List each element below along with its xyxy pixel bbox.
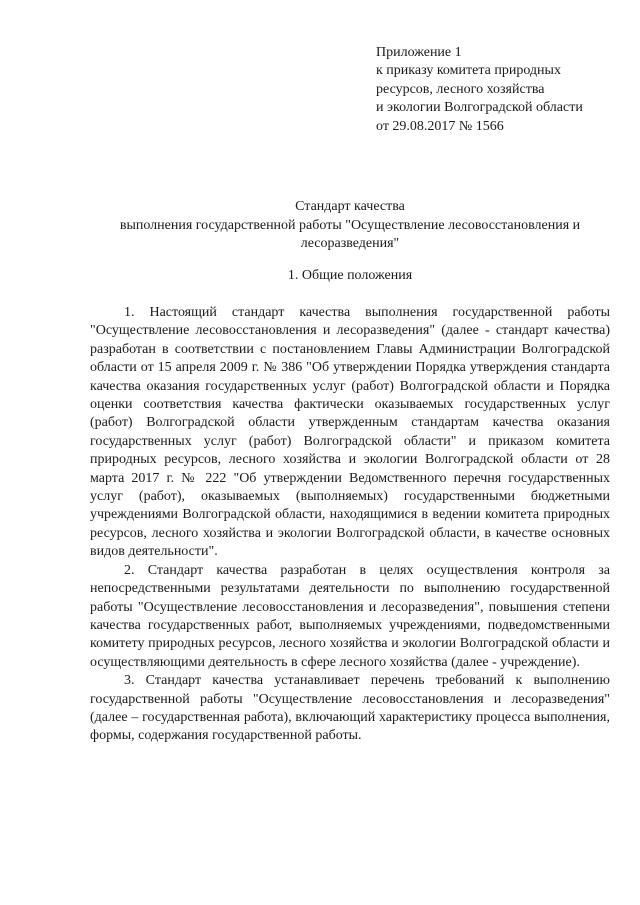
appendix-line: Приложение 1 <box>376 45 462 60</box>
title-line: лесоразведения" <box>300 236 400 251</box>
appendix-line: к приказу комитета природных <box>376 63 561 79</box>
paragraph: 1. Настоящий стандарт качества выполнения государственной работы "Осуществление лесовосстановления и лесоразведения" (далее - стандарт качества) разработан в соответствии с постановлением Главы Администрации Волгоградской области от 15 апреля 2009 г. № 386 "Об утверждении Порядка утверждения стандарта качества оказания государственных услуг (работ) Волгоградской области и Порядка оценки соответствия качества фактически оказываемых государственных услуг (работ) Волгоградской области утвержденным стандартам качества оказания государственных услуг (работ) Волгоградской области" и приказом комитета природных ресурсов, лесного хозяйства и экологии Волгоградской области от 28 марта 2017 г. № 222 "Об утверждении Ведомственного перечня государственных услуг (работ), оказываемых (выполняемых) государственными бюджетными учреждениями Волгоградской области, находящимися в ведении комитета природных ресурсов, лесного хозяйства и экологии Волгоградской области, в качестве основных видов деятельности". <box>90 305 610 560</box>
document-body <box>90 304 610 746</box>
document-title <box>80 198 620 254</box>
appendix-line: ресурсов, лесного хозяйства <box>376 81 545 97</box>
paragraph: 2. Стандарт качества разработан в целях осуществления контроля за непосредственными результатами деятельности по выполнению государственной работы "Осуществление лесовосстановления и лесоразведения", повышения степени качества государственных работ, выполняемых учреждениями, подведомственными комитету природных ресурсов, лесного хозяйства и экологии Волгоградской области и осуществляющими деятельность в сфере лесного хозяйства (далее - учреждение). <box>90 562 610 670</box>
appendix-note <box>376 44 626 136</box>
paragraph: 3. Стандарт качества устанавливает перечень требований к выполнению государственной работы "Осуществление лесовосстановления и лесоразведения" (далее – государственная работа), включающий характеристику процесса выполнения, формы, содержания государственной работы. <box>90 673 610 744</box>
title-line: выполнения государственной работы "Осуществление лесовосстановления и <box>119 217 581 233</box>
appendix-line: и экологии Волгоградской области <box>376 100 583 116</box>
title-line: Стандарт качества <box>295 199 405 214</box>
section-heading: 1. Общие положения <box>287 268 413 283</box>
appendix-line: от 29.08.2017 № 1566 <box>376 118 504 134</box>
